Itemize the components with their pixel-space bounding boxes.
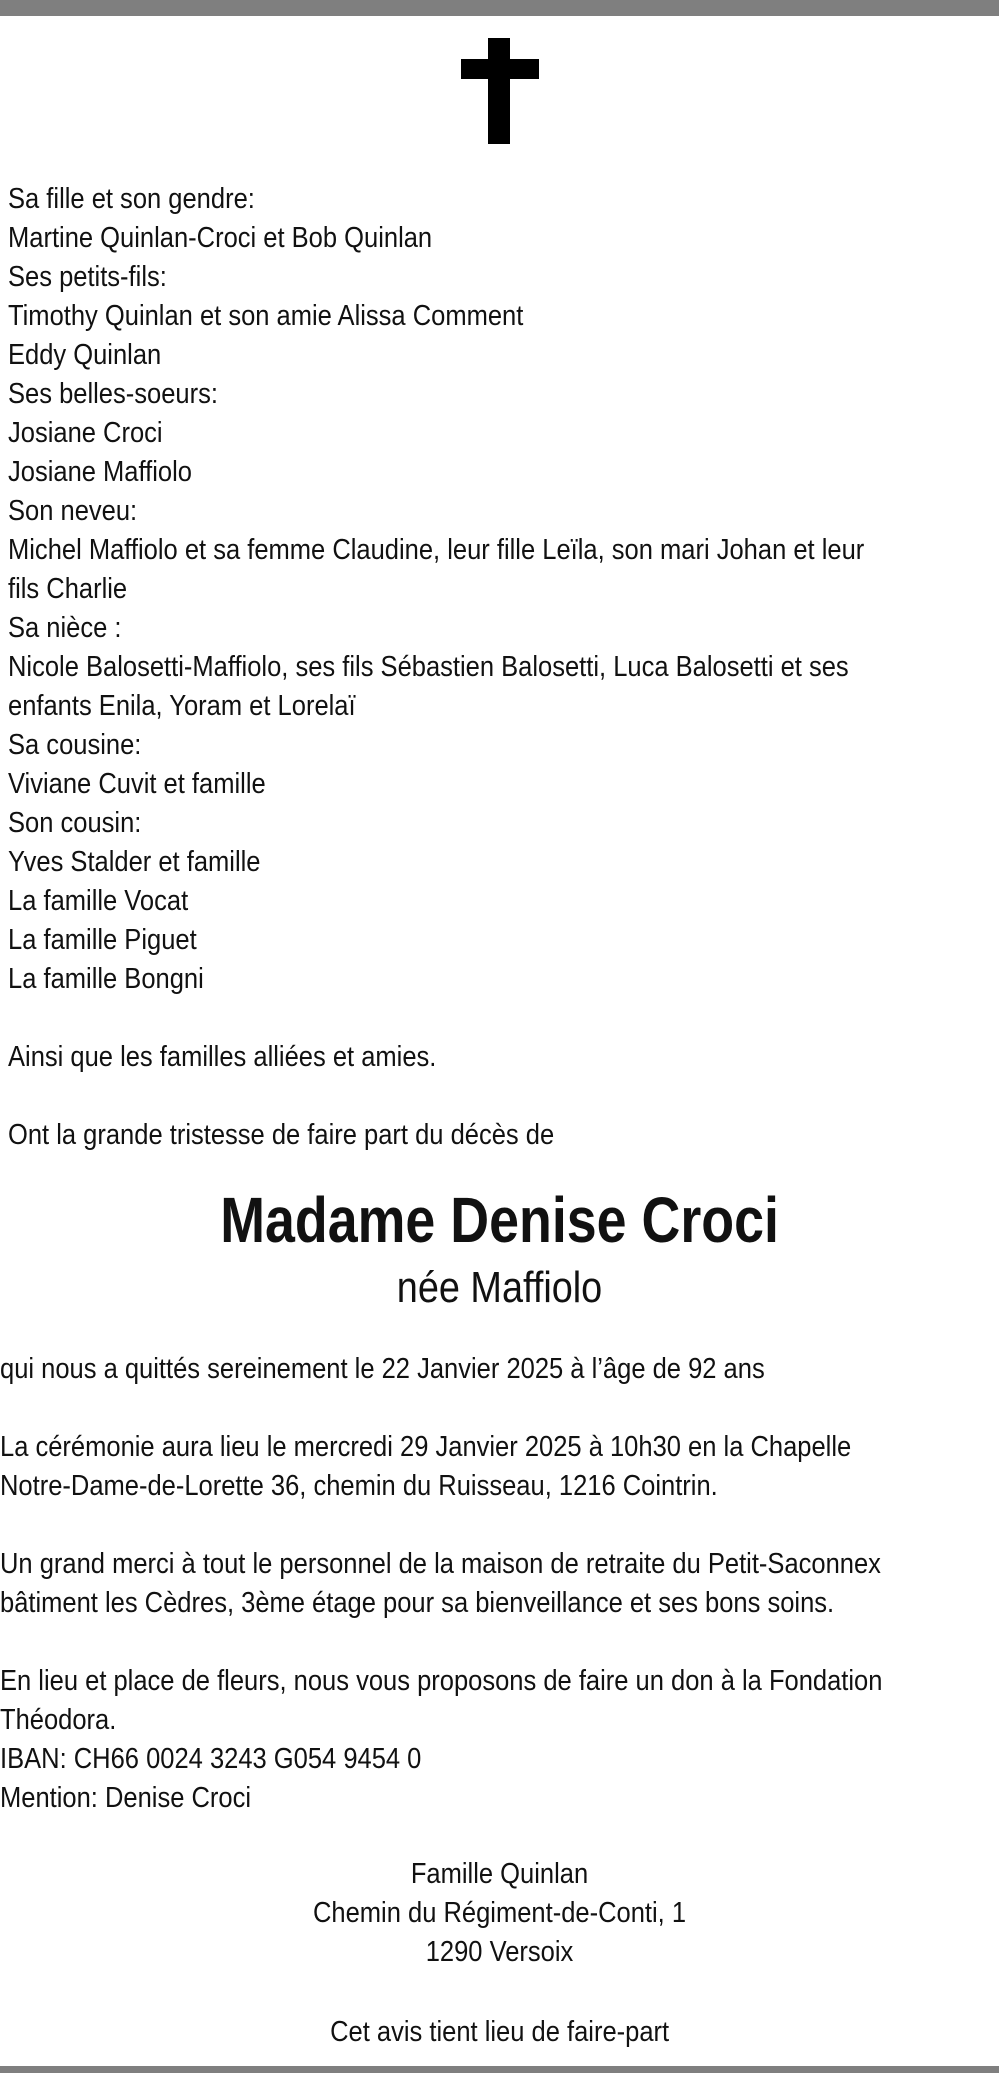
family-line: Yves Stalder et famille (8, 846, 261, 878)
cross-icon (461, 38, 539, 144)
ceremony-paragraph (0, 1428, 994, 1506)
family-line: Sa nièce : (8, 612, 122, 644)
top-border (0, 0, 999, 16)
deceased-name: Madame Denise Croci (220, 1184, 779, 1256)
signature-city: 1290 Versoix (425, 1936, 574, 1968)
family-line: Sa fille et son gendre: (8, 183, 255, 215)
family-line: Michel Maffiolo et sa femme Claudine, leur fille Leïla, son mari Johan et leur (8, 534, 865, 566)
donation-mention: Mention: Denise Croci (0, 1782, 252, 1814)
family-line: fils Charlie (8, 573, 128, 605)
thanks-line: bâtiment les Cèdres, 3ème étage pour sa bienveillance et ses bons soins. (0, 1587, 835, 1619)
family-line: Nicole Balosetti-Maffiolo, ses fils Sébastien Balosetti, Luca Balosetti et ses (8, 651, 849, 683)
family-line: La famille Bongni (8, 963, 204, 995)
footer-text: Cet avis tient lieu de faire-part (329, 2016, 670, 2048)
bottom-border (0, 2066, 999, 2073)
family-line: Josiane Croci (8, 417, 163, 449)
family-line: Son neveu: (8, 495, 138, 527)
family-line: Sa cousine: (8, 729, 142, 761)
maiden-name: née Maffiolo (396, 1263, 603, 1312)
family-line: Viviane Cuvit et famille (8, 768, 266, 800)
family-line: Ses petits-fils: (8, 261, 167, 293)
signature-block (0, 1855, 999, 1972)
donation-line: Théodora. (0, 1704, 117, 1736)
donation-paragraph (0, 1662, 994, 1818)
announcement: Ont la grande tristesse de faire part du décès de (8, 1119, 555, 1151)
donation-line: En lieu et place de fleurs, nous vous proposons de faire un don à la Fondation (0, 1665, 883, 1697)
thanks-line: Un grand merci à tout le personnel de la maison de retraite du Petit-Saconnex (0, 1548, 881, 1580)
iban: IBAN: CH66 0024 3243 G054 9454 0 (0, 1743, 422, 1775)
signature-family: Famille Quinlan (410, 1858, 589, 1890)
family-line: La famille Piguet (8, 924, 197, 956)
family-list (8, 180, 879, 1155)
family-line: Eddy Quinlan (8, 339, 162, 371)
family-line: La famille Vocat (8, 885, 189, 917)
family-line: Martine Quinlan-Croci et Bob Quinlan (8, 222, 433, 254)
signature-street: Chemin du Régiment-de-Conti, 1 (312, 1897, 687, 1929)
family-line: Josiane Maffiolo (8, 456, 192, 488)
passing-paragraph (0, 1350, 994, 1389)
deceased-block (0, 1180, 999, 1316)
family-line: Son cousin: (8, 807, 142, 839)
passing-text: qui nous a quittés sereinement le 22 Janvier 2025 à l’âge de 92 ans (0, 1353, 765, 1385)
family-line: Ses belles-soeurs: (8, 378, 218, 410)
footer-note (0, 2013, 999, 2052)
allied-families: Ainsi que les familles alliées et amies. (8, 1041, 437, 1073)
thanks-paragraph (0, 1545, 994, 1623)
ceremony-line: Notre-Dame-de-Lorette 36, chemin du Ruisseau, 1216 Cointrin. (0, 1470, 718, 1502)
family-line: enfants Enila, Yoram et Lorelaï (8, 690, 356, 722)
family-line: Timothy Quinlan et son amie Alissa Comment (8, 300, 524, 332)
ceremony-line: La cérémonie aura lieu le mercredi 29 Janvier 2025 à 10h30 en la Chapelle (0, 1431, 852, 1463)
